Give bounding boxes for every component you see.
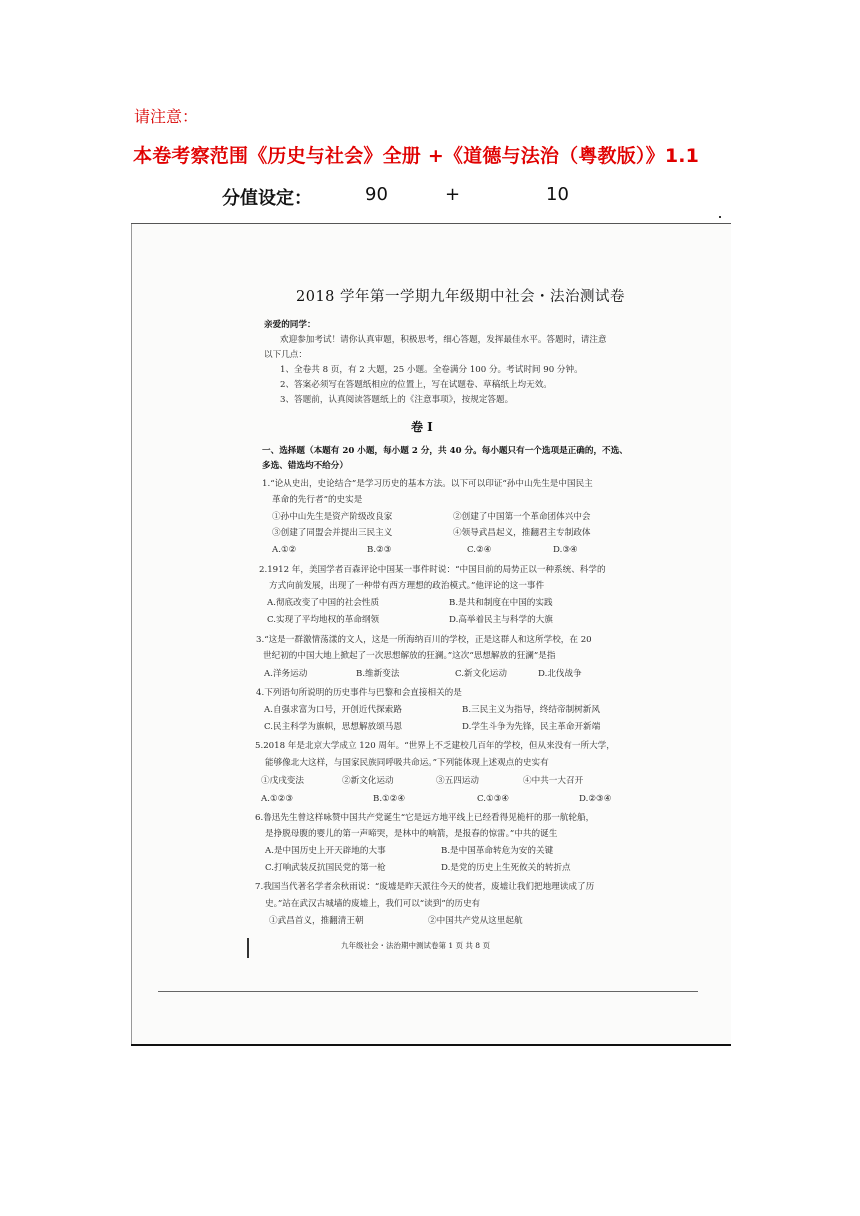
q4-option-b: B.三民主义为指导，终结帝制树新风	[462, 705, 600, 715]
q6-option-d: D.是党的历史上生死攸关的转折点	[441, 863, 571, 873]
q3-stem-2: 世纪初的中国大地上掀起了一次思想解放的狂澜。”这次“思想解放的狂澜”是指	[263, 651, 556, 661]
q1-stem-2: 革命的先行者”的史实是	[272, 495, 363, 505]
q6-stem-1: 6.鲁迅先生曾这样咏赞中国共产党诞生“它是远方地平线上已经看得见桅杆的那一航轮船，	[255, 813, 595, 823]
exam-title: 2018 学年第一学期九年级期中社会・法治测试卷	[296, 289, 626, 305]
q6-stem-2: 是挣脱母腹的婴儿的第一声啼哭，是林中的响箭，是报春的惊雷。”中共的诞生	[265, 829, 558, 839]
note-heading: 请注意：	[134, 107, 199, 126]
q1-statement-1: ①孙中山先生是资产阶级改良家	[272, 512, 393, 522]
q4-option-d: D.学生斗争为先锋，民主革命开新端	[462, 722, 601, 732]
q7-statement-2: ②中国共产党从这里起航	[428, 916, 523, 926]
stray-mark	[719, 216, 721, 218]
intro-line-2: 以下几点：	[264, 350, 307, 360]
q6-option-c: C.打响武装反抗国民党的第一枪	[265, 863, 386, 873]
q1-option-c: C.②④	[467, 545, 492, 555]
section-intro-1: 一、选择题（本题有 20 小题，每小题 2 分，共 40 分。每小题只有一个选项是正确的，不选、	[262, 446, 628, 456]
q5-option-b: B.①②④	[373, 794, 406, 804]
margin-mark	[247, 938, 249, 958]
q2-option-d: D.高举着民主与科学的大旗	[449, 615, 553, 625]
score-plus: +	[445, 184, 461, 205]
q7-statement-1: ①武昌首义，推翻清王朝	[269, 916, 364, 926]
rule-3: 3、答题前，认真阅读答题纸上的《注意事项》，按规定答题。	[280, 395, 514, 405]
bottom-rule	[158, 991, 698, 992]
q5-statement-2: ②新文化运动	[342, 776, 394, 786]
q4-option-a: A.自强求富为口号，开创近代探索路	[264, 705, 402, 715]
q6-option-b: B.是中国革命转危为安的关键	[441, 846, 554, 856]
q1-stem-1: 1.“论从史出，史论结合”是学习历史的基本方法。以下可以印证“孙中山先生是中国民主	[262, 479, 593, 489]
q2-stem-2: 方式向前发展，出现了一种带有西方理想的政治模式。”他评论的这一事件	[269, 581, 545, 591]
rule-1: 1、全卷共 8 页，有 2 大题，25 小题。全卷满分 100 分。考试时间 90 分钟。	[280, 365, 583, 375]
q1-option-b: B.②③	[367, 545, 392, 555]
q3-stem-1: 3.“这是一群激情荡漾的文人，这是一所海纳百川的学校，正是这群人和这所学校，在 20	[256, 635, 592, 645]
q5-option-c: C.①③④	[477, 794, 510, 804]
exam-scope-statement: 本卷考察范围《历史与社会》全册 +《道德与法治（粤教版）》1.1	[133, 145, 700, 167]
q1-statement-4: ④领导武昌起义，推翻君主专制政体	[453, 528, 591, 538]
q5-statement-4: ④中共一大召开	[523, 776, 584, 786]
section-heading: 卷 I	[411, 420, 433, 434]
q3-option-c: C.新文化运动	[455, 669, 507, 679]
section-intro-2: 多选、错选均不给分）	[262, 461, 348, 471]
q4-stem-1: 4.下列语句所说明的历史事件与巴黎和会直接相关的是	[256, 688, 462, 698]
q7-stem-1: 7.我国当代著名学者余秋雨说：“废墟是昨天派往今天的使者，废墟让我们把地理读成了历	[255, 882, 595, 892]
score-history: 90	[365, 184, 388, 205]
q3-option-d: D.北伐战争	[538, 669, 582, 679]
q2-option-b: B.是共和制度在中国的实践	[449, 598, 553, 608]
q1-option-a: A.①②	[272, 545, 297, 555]
q2-stem-1: 2.1912 年，美国学者百森评论中国某一事件时说：“中国目前的局势正以一种系统、科学的	[259, 565, 606, 575]
q5-stem-2: 能够像北大这样，与国家民族同呼吸共命运。”下列能体现上述观点的史实有	[265, 758, 549, 768]
q5-statement-1: ①戊戌变法	[261, 776, 304, 786]
q5-stem-1: 5.2018 年是北京大学成立 120 周年。“世界上不乏建校几百年的学校，但从来没有一所大学，	[255, 741, 615, 751]
q5-option-d: D.②③④	[579, 794, 612, 804]
q7-stem-2: 史。”站在武汉古城墙的废墟上，我们可以“读到”的历史有	[265, 899, 481, 909]
q1-statement-2: ②创建了中国第一个革命团体兴中会	[453, 512, 591, 522]
q3-option-b: B.维新变法	[356, 669, 400, 679]
score-law: 10	[546, 184, 569, 205]
greeting: 亲爱的同学：	[264, 320, 316, 330]
q5-statement-3: ③五四运动	[436, 776, 479, 786]
page-footer: 九年级社会・法治期中测试卷第 1 页 共 8 页	[341, 941, 490, 950]
rule-2: 2、答案必须写在答题纸相应的位置上，写在试题卷、草稿纸上均无效。	[280, 380, 552, 390]
score-label: 分值设定：	[222, 188, 312, 209]
q2-option-a: A.彻底改变了中国的社会性质	[267, 598, 380, 608]
q1-option-d: D.③④	[553, 545, 578, 555]
q3-option-a: A.洋务运动	[264, 669, 308, 679]
q2-option-c: C.实现了平均地权的革命纲领	[267, 615, 380, 625]
scan-edge	[131, 224, 132, 1044]
q1-statement-3: ③创建了同盟会并提出三民主义	[272, 528, 393, 538]
intro-line-1: 欢迎参加考试！请你认真审题，积极思考，细心答题，发挥最佳水平。答题时，请注意	[280, 335, 607, 345]
q5-option-a: A.①②③	[261, 794, 294, 804]
q4-option-c: C.民主科学为旗帜，思想解放颂马恩	[264, 722, 402, 732]
scanned-exam-page	[131, 223, 731, 1046]
q6-option-a: A.是中国历史上开天辟地的大事	[265, 846, 386, 856]
